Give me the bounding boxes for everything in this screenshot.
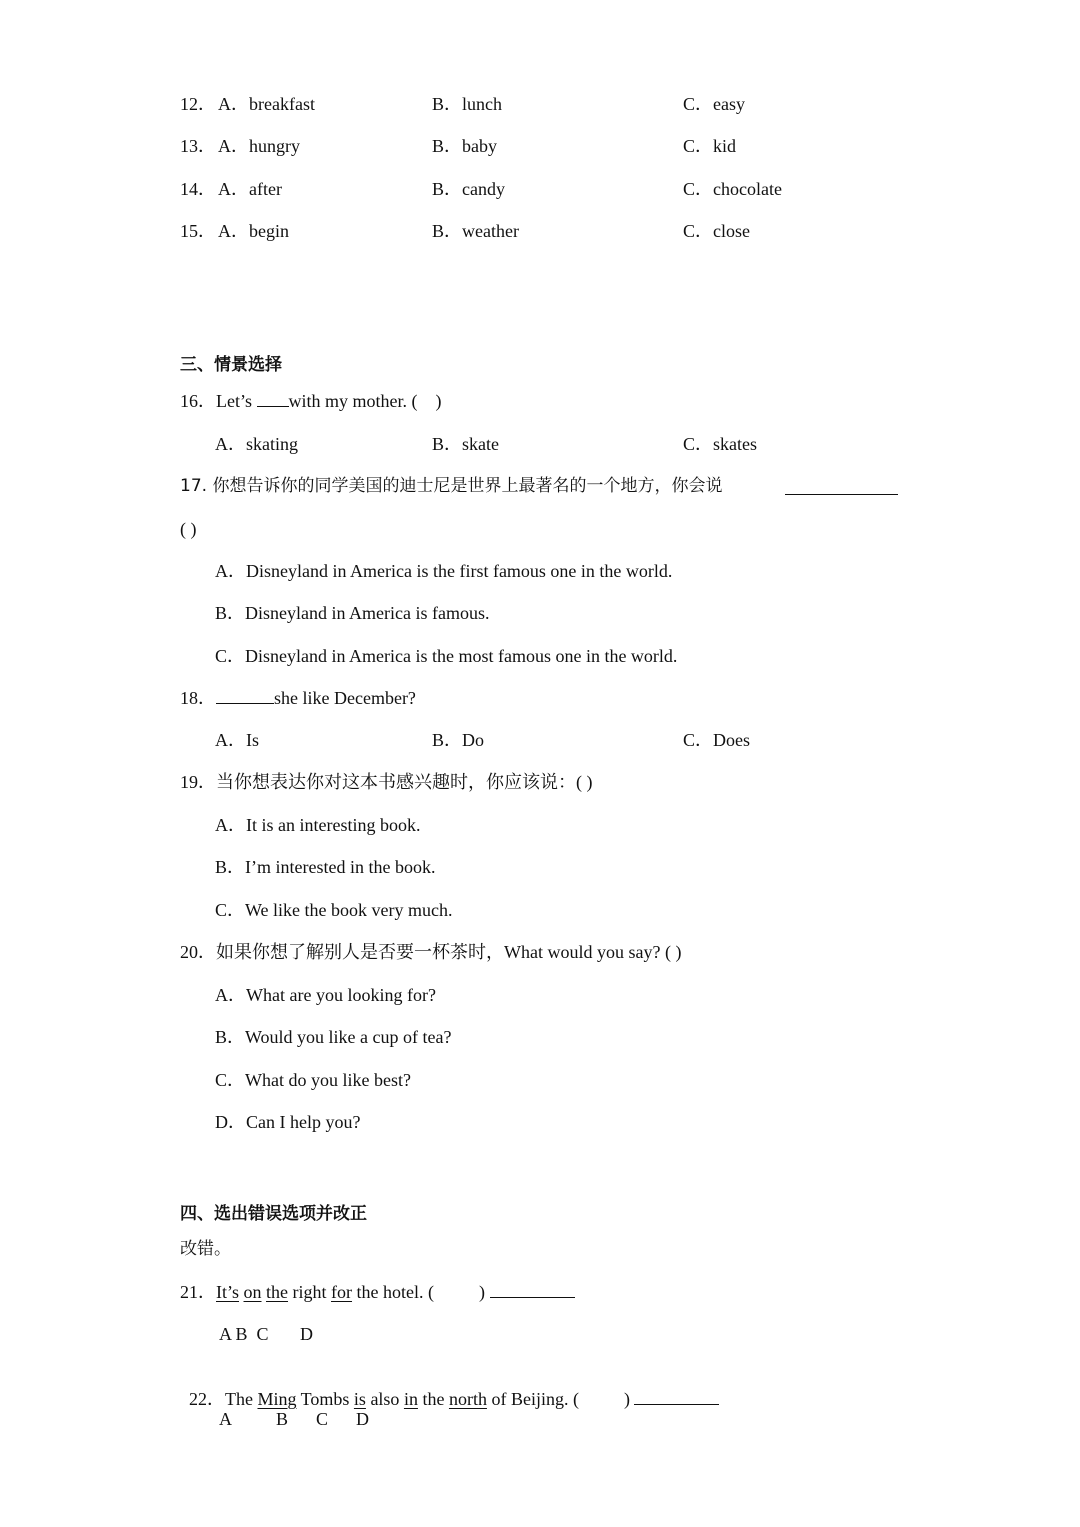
q12-option-a[interactable]: A．breakfast (218, 94, 315, 114)
q22-label-d: D (356, 1409, 369, 1429)
q14-option-a[interactable]: A．after (218, 179, 282, 199)
q21-correction-blank[interactable] (490, 1296, 575, 1298)
q21-underlined-b: on (243, 1282, 262, 1302)
q22-number: 22． (189, 1389, 225, 1409)
q17-answer-paren[interactable]: ( ) (180, 519, 197, 539)
q22-underlined-c: in (403, 1389, 418, 1409)
q22-text-3: also (365, 1389, 404, 1409)
q12-number: 12． (180, 94, 216, 114)
q20-option-b[interactable]: B．Would you like a cup of tea? (215, 1027, 452, 1047)
q19-stem: 19．当你想表达你对这本书感兴趣时，你应该说：( ) (180, 772, 593, 792)
q13-number: 13． (180, 136, 216, 156)
q18-stem (180, 687, 416, 709)
q16-number: 16． (180, 391, 216, 411)
q22-label-c: C (316, 1409, 329, 1429)
q17-option-c[interactable]: C．Disneyland in America is the most famous one in the world. (215, 646, 678, 666)
section-4-subtitle: 改错。 (180, 1239, 231, 1259)
q20-stem: 20．如果你想了解别人是否要一杯茶时，What would you say? ( ) (180, 942, 682, 962)
q21-number: 21． (180, 1282, 216, 1302)
q22-text-4: the (417, 1389, 449, 1409)
q17-text: 17. 你想告诉你的同学美国的迪士尼是世界上最著名的一个地方，你会说 (180, 476, 723, 496)
q21-paren-close: ) (479, 1282, 485, 1302)
q17-stem (180, 474, 722, 497)
section-4-title: 四、选出错误选项并改正 (180, 1204, 367, 1224)
q18-blank[interactable] (216, 702, 274, 704)
q22-text-5: of Beijing. ( (486, 1389, 579, 1409)
q21-text: the hotel. ( (356, 1282, 434, 1302)
q16-stem (180, 390, 442, 412)
q13-option-c[interactable]: C．kid (683, 136, 737, 156)
q22-label-a: A (219, 1409, 232, 1429)
q17-option-b[interactable]: B．Disneyland in America is famous. (215, 603, 490, 623)
q16-text-post: with my mother. ( (288, 391, 418, 411)
q14-option-b[interactable]: B．candy (432, 179, 505, 199)
q18-option-b[interactable]: B．Do (432, 730, 485, 750)
q18-number: 18． (180, 688, 216, 708)
q22-text-2: Tombs (296, 1389, 354, 1409)
q15-option-c[interactable]: C．close (683, 221, 750, 241)
q21-word: right (292, 1282, 327, 1302)
q16-option-c[interactable]: C．skates (683, 434, 757, 454)
q16-blank[interactable] (257, 405, 289, 407)
q16-text-pre: Let’s (216, 391, 257, 411)
q13-option-b[interactable]: B．baby (432, 136, 497, 156)
q16-paren-close: ) (435, 391, 442, 411)
q16-option-a[interactable]: A．skating (215, 434, 298, 454)
q18-option-c[interactable]: C．Does (683, 730, 750, 750)
q22-text-1: The (225, 1389, 258, 1409)
q22-underlined-d: north (448, 1389, 487, 1409)
q18-option-a[interactable]: A．Is (215, 730, 259, 750)
q21-underlined-a: It’s (216, 1282, 240, 1302)
q21-stem (180, 1281, 575, 1303)
q18-text: she like December? (274, 688, 416, 708)
q22-label-b: B (276, 1409, 289, 1429)
q13-option-a[interactable]: A．hungry (218, 136, 300, 156)
q22-underlined-b: is (353, 1389, 366, 1409)
q22-correction-blank[interactable] (634, 1403, 719, 1405)
q12-option-b[interactable]: B．lunch (432, 94, 502, 114)
q22-underlined-a: Ming (257, 1389, 297, 1409)
q15-option-b[interactable]: B．weather (432, 221, 519, 241)
q16-option-b[interactable]: B．skate (432, 434, 499, 454)
q20-option-a[interactable]: A．What are you looking for? (215, 985, 436, 1005)
q21-option-labels: A B C D (219, 1324, 314, 1344)
q21-underlined-d: for (331, 1282, 353, 1302)
q12-option-c[interactable]: C．easy (683, 94, 745, 114)
q22-stem (180, 1366, 719, 1410)
q17-blank[interactable] (785, 493, 898, 495)
q20-option-d[interactable]: D．Can I help you? (215, 1112, 361, 1132)
q19-option-c[interactable]: C．We like the book very much. (215, 900, 453, 920)
q20-option-c[interactable]: C．What do you like best? (215, 1070, 411, 1090)
q14-option-c[interactable]: C．chocolate (683, 179, 782, 199)
q17-option-a[interactable]: A．Disneyland in America is the first famous one in the world. (215, 561, 673, 581)
q21-underlined-c: the (266, 1282, 289, 1302)
section-3-title: 三、情景选择 (180, 355, 282, 375)
q15-number: 15． (180, 221, 216, 241)
q19-option-b[interactable]: B．I’m interested in the book. (215, 857, 436, 877)
q15-option-a[interactable]: A．begin (218, 221, 289, 241)
q19-option-a[interactable]: A．It is an interesting book. (215, 815, 421, 835)
q14-number: 14． (180, 179, 216, 199)
q22-paren-close: ) (623, 1389, 630, 1409)
